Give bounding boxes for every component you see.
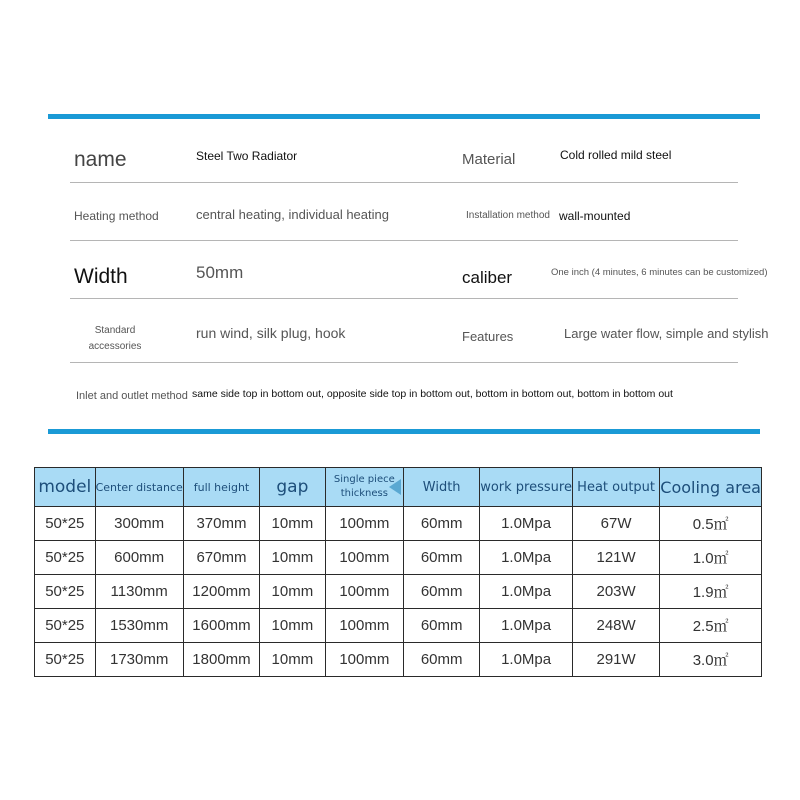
value-width: 50mm bbox=[196, 263, 244, 282]
header-work-pressure: work pressure bbox=[480, 468, 573, 507]
table-cell: 60mm bbox=[404, 541, 480, 575]
header-cooling-area: Cooling area bbox=[660, 468, 762, 507]
label-accessories-line2: accessories bbox=[88, 341, 142, 352]
value-material: Cold rolled mild steel bbox=[560, 148, 672, 162]
table-cell: 121W bbox=[572, 541, 659, 575]
table-cell: 1.0Mpa bbox=[480, 575, 573, 609]
label-material: Material bbox=[462, 151, 516, 168]
label-heating-method: Heating method bbox=[74, 209, 159, 223]
header-single-piece-thickness bbox=[325, 468, 404, 507]
spec-row-inlet bbox=[70, 363, 738, 413]
table-header-row bbox=[35, 468, 762, 507]
value-standard-accessories: run wind, silk plug, hook bbox=[196, 325, 346, 341]
table-row bbox=[35, 575, 762, 609]
spec-sheet bbox=[70, 120, 769, 413]
label-caliber: caliber bbox=[462, 268, 513, 287]
table-cell: 1.0Mpa bbox=[480, 507, 573, 541]
table-cell: 100mm bbox=[325, 507, 404, 541]
table-cell: 10mm bbox=[260, 541, 325, 575]
value-installation-method: wall-mounted bbox=[559, 209, 631, 223]
top-accent-bar bbox=[48, 114, 760, 119]
header-thickness-line2: thickness bbox=[340, 488, 388, 499]
table-cell: 1730mm bbox=[95, 643, 183, 677]
table-cell: 10mm bbox=[260, 609, 325, 643]
value-inlet-outlet-method: same side top in bottom out, opposite side top in bottom out, bottom in bottom out, bottom in bottom out bbox=[192, 388, 673, 400]
table-cell: 100mm bbox=[325, 575, 404, 609]
table-cell: 50*25 bbox=[35, 643, 96, 677]
table-cell: 50*25 bbox=[35, 507, 96, 541]
label-standard-line1: Standard bbox=[94, 325, 136, 336]
arrow-left-icon bbox=[389, 479, 401, 495]
value-name: Steel Two Radiator bbox=[196, 149, 298, 163]
table-cell: 10mm bbox=[260, 507, 325, 541]
label-width: Width bbox=[74, 265, 128, 288]
table-cell: 50*25 bbox=[35, 541, 96, 575]
table-cell: 1.0Mpa bbox=[480, 541, 573, 575]
spec-row-heating bbox=[70, 183, 738, 241]
table-cell: 2.5㎡ bbox=[660, 609, 762, 643]
table-cell: 600mm bbox=[95, 541, 183, 575]
table-cell: 1.0Mpa bbox=[480, 609, 573, 643]
table-cell: 3.0㎡ bbox=[660, 643, 762, 677]
table-cell: 100mm bbox=[325, 541, 404, 575]
table-cell: 60mm bbox=[404, 609, 480, 643]
table-cell: 60mm bbox=[404, 575, 480, 609]
table-cell: 50*25 bbox=[35, 575, 96, 609]
table-cell: 10mm bbox=[260, 575, 325, 609]
table-cell: 1200mm bbox=[183, 575, 259, 609]
table-cell: 370mm bbox=[183, 507, 259, 541]
spec-row-width bbox=[70, 241, 768, 299]
table-body bbox=[35, 507, 762, 677]
label-installation-method: Installation method bbox=[466, 210, 550, 221]
table-cell: 1600mm bbox=[183, 609, 259, 643]
table-cell: 1800mm bbox=[183, 643, 259, 677]
table-cell: 1130mm bbox=[95, 575, 183, 609]
table-row bbox=[35, 643, 762, 677]
label-inlet-outlet-method: Inlet and outlet method bbox=[76, 390, 188, 402]
header-gap: gap bbox=[260, 468, 325, 507]
table-cell: 203W bbox=[572, 575, 659, 609]
table-cell: 1530mm bbox=[95, 609, 183, 643]
header-heat-output: Heat output bbox=[572, 468, 659, 507]
table-cell: 0.5㎡ bbox=[660, 507, 762, 541]
table-cell: 10mm bbox=[260, 643, 325, 677]
table-row bbox=[35, 541, 762, 575]
spec-row-accessories bbox=[70, 299, 769, 363]
table-cell: 670mm bbox=[183, 541, 259, 575]
table-cell: 100mm bbox=[325, 643, 404, 677]
table-cell: 1.0㎡ bbox=[660, 541, 762, 575]
bottom-accent-bar bbox=[48, 429, 760, 434]
table-cell: 1.0Mpa bbox=[480, 643, 573, 677]
table-row bbox=[35, 609, 762, 643]
header-thickness-line1: Single piece bbox=[333, 474, 395, 485]
value-heating-method: central heating, individual heating bbox=[196, 207, 389, 222]
table-cell: 100mm bbox=[325, 609, 404, 643]
header-model: model bbox=[35, 468, 96, 507]
table-cell: 300mm bbox=[95, 507, 183, 541]
table-cell: 291W bbox=[572, 643, 659, 677]
spec-row-name bbox=[70, 120, 738, 183]
value-caliber: One inch (4 minutes, 6 minutes can be customized) bbox=[551, 267, 768, 278]
label-standard-accessories bbox=[72, 323, 158, 355]
value-features: Large water flow, simple and stylish bbox=[564, 326, 769, 341]
table-cell: 50*25 bbox=[35, 609, 96, 643]
header-width: Width bbox=[404, 468, 480, 507]
label-features: Features bbox=[462, 329, 514, 344]
table-row bbox=[35, 507, 762, 541]
table-cell: 248W bbox=[572, 609, 659, 643]
table-cell: 1.9㎡ bbox=[660, 575, 762, 609]
table-cell: 60mm bbox=[404, 507, 480, 541]
table-cell: 60mm bbox=[404, 643, 480, 677]
table-cell: 67W bbox=[572, 507, 659, 541]
label-name: name bbox=[74, 148, 127, 171]
specification-table bbox=[34, 467, 762, 677]
header-center-distance: Center distance bbox=[95, 468, 183, 507]
header-full-height: full height bbox=[183, 468, 259, 507]
